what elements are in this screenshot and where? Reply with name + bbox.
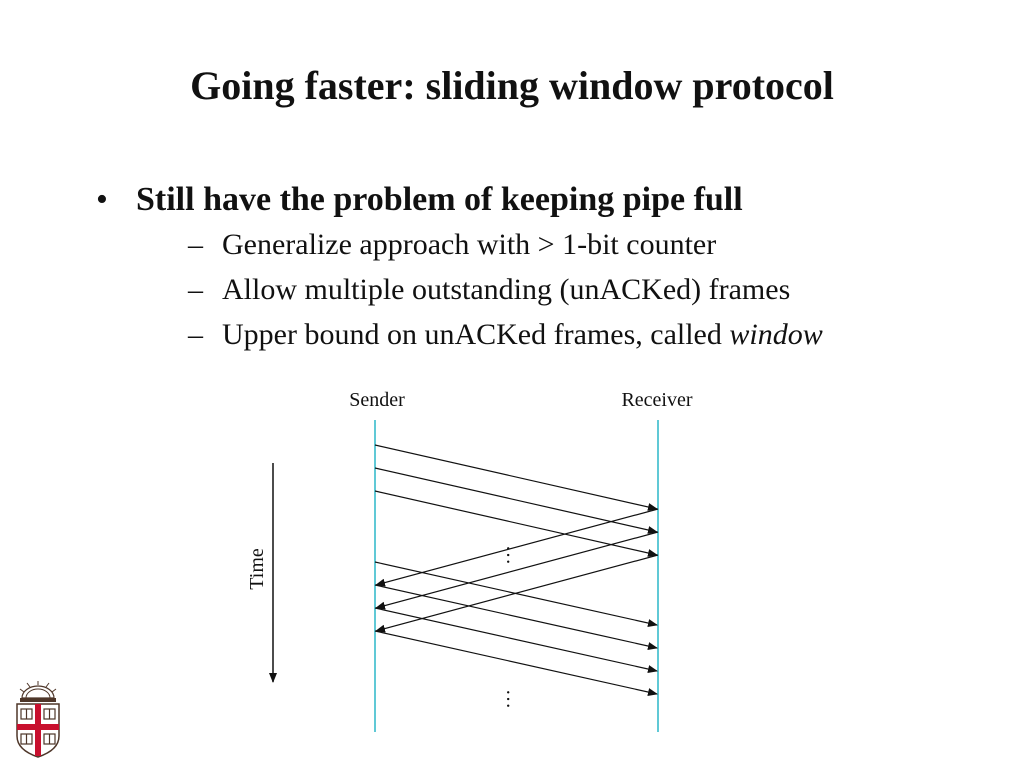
data-frame-arrow [375, 631, 657, 694]
window-term: window [729, 318, 823, 351]
slide-title: Going faster: sliding window protocol [190, 63, 834, 108]
data-frame-arrow [375, 562, 657, 625]
sub-bullet-upper-bound-text: Upper bound on unACKed frames, called [222, 318, 730, 351]
ack-arrow [376, 532, 658, 608]
data-frame-arrow [375, 608, 657, 671]
ellipsis-middle: … [502, 545, 524, 565]
sender-label: Sender [349, 389, 405, 411]
time-label: Time [246, 548, 268, 590]
university-shield-logo [14, 680, 62, 760]
sun-crest-icon [20, 681, 56, 702]
sub-bullet-multiple-outstanding: – Allow multiple outstanding (unACKed) frames [136, 267, 823, 312]
receiver-label: Receiver [621, 389, 693, 411]
ellipsis-bottom: … [502, 689, 524, 709]
data-frame-arrow [375, 585, 657, 648]
ack-arrow [376, 555, 658, 631]
sub-bullet-generalize: – Generalize approach with > 1-bit counter [136, 222, 823, 267]
bullet-text: Still have the problem of keeping pipe full [136, 181, 743, 218]
